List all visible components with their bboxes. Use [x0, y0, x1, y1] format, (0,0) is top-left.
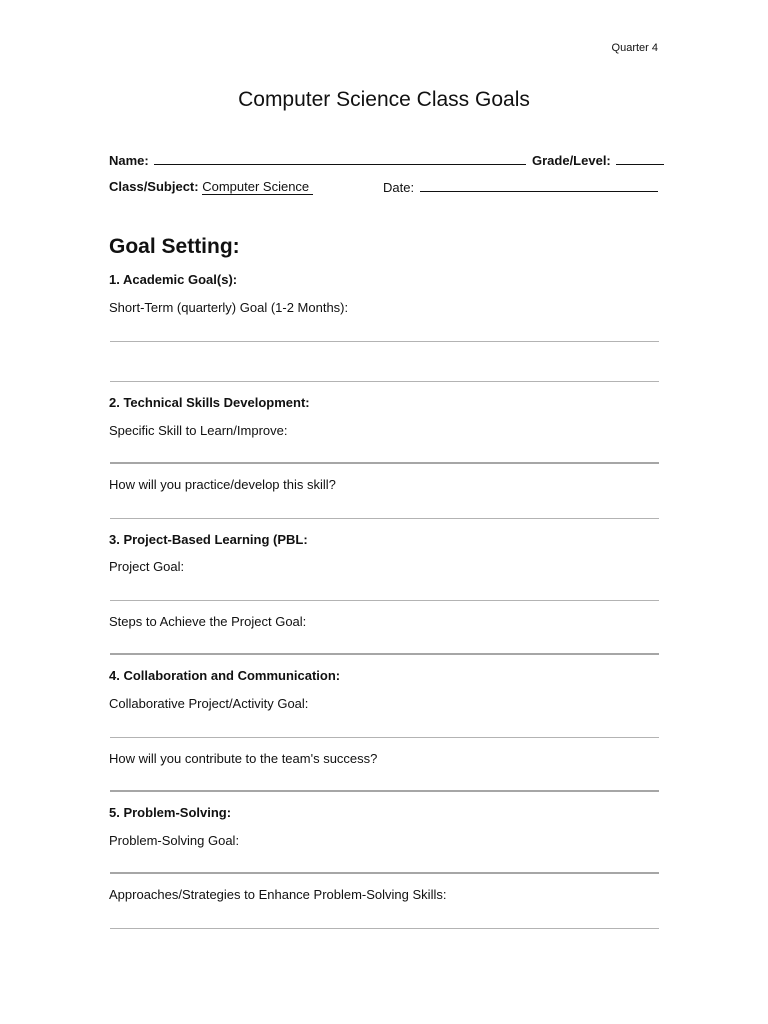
section-1-title: 1. Academic Goal(s):	[109, 272, 238, 287]
section-5-title: 5. Problem-Solving:	[109, 805, 232, 820]
section-3-prompt-2: Steps to Achieve the Project Goal:	[109, 614, 307, 629]
section-4-prompt-2: How will you contribute to the team's success?	[109, 751, 378, 766]
answer-line[interactable]	[110, 381, 659, 382]
section-1-prompt-1: Short-Term (quarterly) Goal (1-2 Months):	[109, 300, 349, 315]
class-subject-label: Class/Subject:	[109, 179, 199, 194]
date-blank[interactable]	[420, 178, 658, 192]
answer-line[interactable]	[110, 790, 659, 792]
answer-line[interactable]	[110, 928, 659, 929]
section-2-title: 2. Technical Skills Development:	[109, 395, 310, 410]
date-label: Date:	[383, 180, 415, 195]
name-blank[interactable]	[154, 151, 526, 165]
section-4-prompt-1: Collaborative Project/Activity Goal:	[109, 696, 309, 711]
name-field-row	[109, 151, 666, 170]
page-title: Computer Science Class Goals	[238, 88, 530, 111]
date-field-row	[383, 178, 660, 197]
section-2-prompt-2: How will you practice/develop this skill?	[109, 477, 336, 492]
answer-line[interactable]	[110, 518, 659, 519]
answer-line[interactable]	[110, 600, 659, 601]
class-field-row	[109, 178, 313, 196]
section-3-title: 3. Project-Based Learning (PBL:	[109, 532, 308, 547]
name-label: Name:	[109, 153, 149, 168]
class-subject-value[interactable]: Computer Science	[202, 179, 313, 195]
section-5-prompt-2: Approaches/Strategies to Enhance Problem-Solving Skills:	[109, 887, 447, 902]
answer-line[interactable]	[110, 341, 659, 342]
section-3-prompt-1: Project Goal:	[109, 559, 185, 574]
quarter-label: Quarter 4	[611, 42, 658, 54]
section-2-prompt-1: Specific Skill to Learn/Improve:	[109, 423, 288, 438]
answer-line[interactable]	[110, 462, 659, 464]
section-4-title: 4. Collaboration and Communication:	[109, 668, 341, 683]
answer-line[interactable]	[110, 653, 659, 655]
grade-label: Grade/Level:	[532, 153, 611, 168]
answer-line[interactable]	[110, 872, 659, 874]
answer-line[interactable]	[110, 737, 659, 738]
section-5-prompt-1: Problem-Solving Goal:	[109, 833, 240, 848]
goal-setting-heading: Goal Setting:	[109, 235, 240, 258]
grade-blank[interactable]	[616, 151, 664, 165]
